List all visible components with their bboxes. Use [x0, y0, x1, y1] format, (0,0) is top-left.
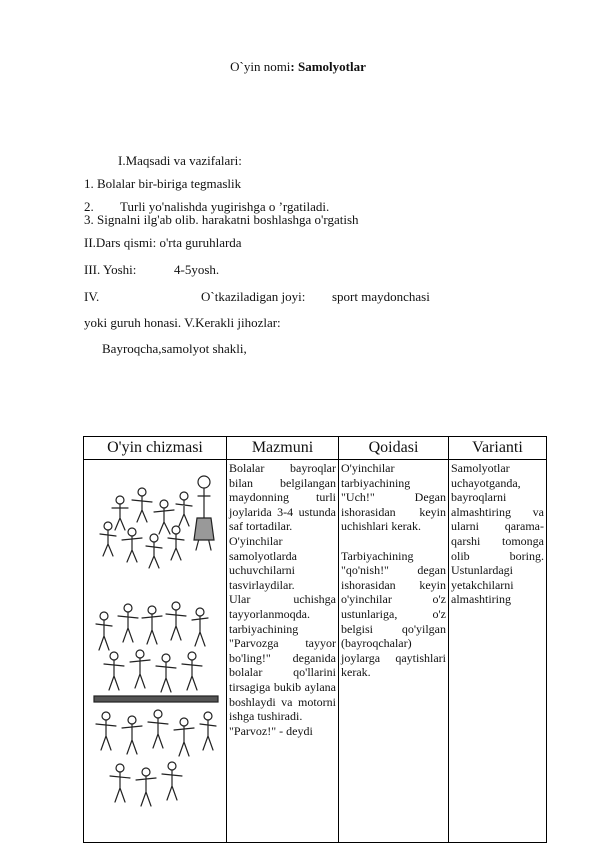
rules-paragraph-2: Tarbiyachining "qo'nish!" degan ishorasidan keyin o'yinchilar o'z ustunlariga, o'z belgisi qo'yilgan (bayroqchalar) joylarga qaytishlari kerak.: [341, 548, 446, 680]
place-number: IV.: [84, 289, 100, 304]
game-table: [83, 436, 547, 843]
content-paragraph-1: Bolalar bayroqlar bilan belgilangan maydonning turli joylarida 3-4 ustunda saf tortadilar.: [229, 461, 336, 534]
children-drawing-image: [84, 460, 226, 842]
place-continued: yoki guruh honasi. V.Kerakli jihozlar:: [84, 315, 281, 330]
table-row: [84, 460, 547, 843]
header-content: Mazmuni: [227, 437, 339, 460]
content-paragraph-2: O'yinchilar samolyotlarda uchuvchilarni tasvirlaydilar.: [229, 533, 297, 592]
game-name: : Samolyotlar: [290, 59, 366, 74]
place-value: sport maydonchasi: [332, 289, 430, 304]
title-prefix: O`yin nomi: [230, 59, 291, 74]
rules-cell: [339, 460, 449, 843]
content-paragraph-4: "Parvoz!" - deydi: [229, 723, 313, 738]
diagram-cell: [84, 460, 227, 843]
goal-item-2: Turli yo'nalishda yugirishga o ’rgatiladi.: [120, 199, 330, 214]
variant-paragraph-1: Samolyotlar uchayotganda, bayroqlarni almashtiring va ularni qarama-qarshi tomonga olib boring. Ustunlardagi yetakchilarni almashtiring: [451, 461, 544, 607]
goal-item-1: 1. Bolalar bir-biriga tegmaslik: [84, 176, 242, 191]
content-cell: [227, 460, 339, 843]
page-title: [0, 59, 596, 75]
goals-heading: I.Maqsadi va vazifalari:: [118, 153, 242, 168]
header-rules: Qoidasi: [339, 437, 449, 460]
rules-paragraph-1: O'yinchilar tarbiyachining "Uch!" Degan ishorasidan keyin uchishlari kerak.: [341, 461, 446, 534]
table-header-row: [84, 437, 547, 460]
equipment-list: Bayroqcha,samolyot shakli,: [102, 341, 247, 356]
goal-item-3: 3. Signalni ilg'ab olib. harakatni boshlashga o'rgatish: [84, 212, 359, 227]
goal-item-2-number: 2.: [84, 199, 94, 214]
age-label: III. Yoshi:: [84, 262, 137, 277]
game-illustration: [84, 460, 226, 842]
place-label: O`tkaziladigan joyi:: [201, 289, 306, 304]
lesson-part: II.Dars qismi: o'rta guruhlarda: [84, 235, 242, 250]
variant-cell: [449, 460, 547, 843]
header-variant: Varianti: [449, 437, 547, 460]
header-diagram: O'yin chizmasi: [84, 437, 227, 460]
age-value: 4-5yosh.: [174, 262, 220, 277]
content-paragraph-3: Ular uchishga tayyorlanmoqda. tarbiyachining "Parvozga tayyor bo'ling!" deganida bolalar qo'llarini tirsagiga bukib aylana boshlaydi va motorni ishga tushiradi.: [229, 592, 336, 724]
